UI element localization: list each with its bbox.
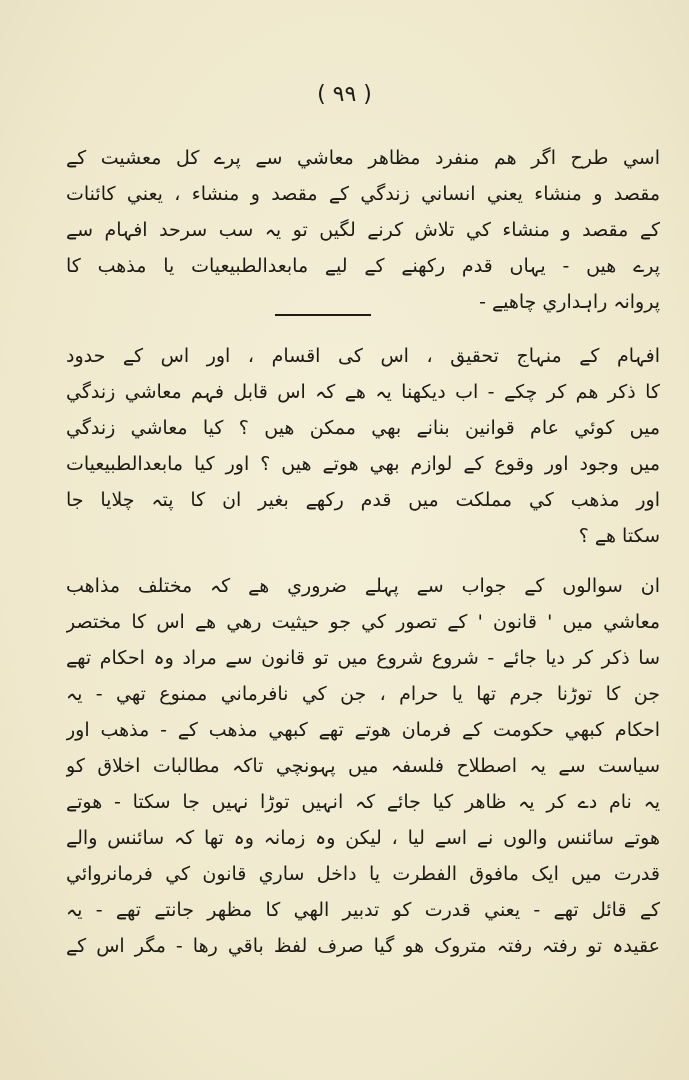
text-line: پروانہ راہداري چاهيے - bbox=[479, 291, 660, 313]
text-line: قدرت ميں ايک مافوق الفطرت يا داخل ساري قانون کي فرمانروائي bbox=[66, 863, 660, 885]
paragraph-2 bbox=[66, 338, 660, 554]
paragraph-3 bbox=[66, 568, 660, 964]
text-line: پرے هيں - يہاں قدم رکھنے کے ليے مابعدالطبيعيات يا مذهب کا bbox=[66, 255, 660, 277]
text-line: احکام کبھي حکومت کے فرمان هوتے تھے کبھي مذهب کے - مذهب اور bbox=[66, 719, 660, 741]
text-line: سياست سے يہ اصطلاح فلسفہ ميں پہونچي تاکہ مطالبات اخلاق کو bbox=[66, 755, 660, 777]
text-line: جن کا توڑنا جرم تھا يا حرام ، جن کي نافرماني ممنوع تھي - يہ bbox=[66, 683, 660, 705]
text-line: سا ذکر کر ديا جائے - شروع شروع ميں تو قانون سے مراد وہ احکام تھے bbox=[66, 647, 660, 669]
text-line: سکتا هے ؟ bbox=[578, 525, 660, 547]
text-line: يہ نام دے کر يہ ظاهر کيا جائے کہ انہيں توڑا نہيں جا سکتا - هوتے bbox=[66, 791, 660, 813]
text-line: اور مذهب کي مملکت ميں قدم رکھے بغير ان کا پتہ چلايا جا bbox=[66, 489, 660, 511]
text-line: هوتے سائنس والوں نے اسے ليا ، ليکن وہ زمانہ وہ تھا کہ سائنس والے bbox=[66, 827, 660, 849]
text-line: عقيدہ تو رفتہ رفتہ متروک هو گيا صرف لفظ باقي رها - مگر اس کے bbox=[66, 935, 660, 957]
text-line: ان سوالوں کے جواب سے پہلے ضروري هے کہ مختلف مذاهب bbox=[66, 575, 660, 597]
section-divider bbox=[275, 314, 371, 316]
paragraph-1 bbox=[66, 140, 660, 320]
text-line: کے قائل تھے - يعني قدرت کو تدبير الهي کا مظهر جانتے تھے - يہ bbox=[66, 899, 660, 921]
text-line: معاشي ميں ' قانون ' کے تصور کي جو حيثيت رهي هے اس کا مختصر bbox=[66, 611, 660, 633]
text-line: کے مقصد و منشاء کي تلاش کرنے لگيں تو يہ سب سرحد افہام سے bbox=[66, 219, 660, 241]
text-line: ميں وجود اور وقوع کے لوازم بھي هوتے هيں ؟ اور کيا مابعدالطبيعيات bbox=[66, 453, 660, 475]
text-line: اسي طرح اگر هم منفرد مظاهر معاشي سے پرے کل معشيت کے bbox=[66, 147, 660, 169]
text-line: افہام کے منہاج تحقيق ، اس کی اقسام ، اور اس کے حدود bbox=[66, 345, 660, 367]
text-line: کا ذکر هم کر چکے - اب ديکھنا يہ هے کہ اس قابل فہم معاشي زندگي bbox=[66, 381, 660, 403]
text-line: ميں کوئي عام قوانين بنانے بھي ممکن هيں ؟ کيا معاشي زندگي bbox=[66, 417, 660, 439]
text-line: مقصد و منشاء يعني انساني زندگي کے مقصد و منشاء ، يعني کائنات bbox=[66, 183, 660, 205]
page-number: ( ٩٩ ) bbox=[317, 82, 372, 107]
